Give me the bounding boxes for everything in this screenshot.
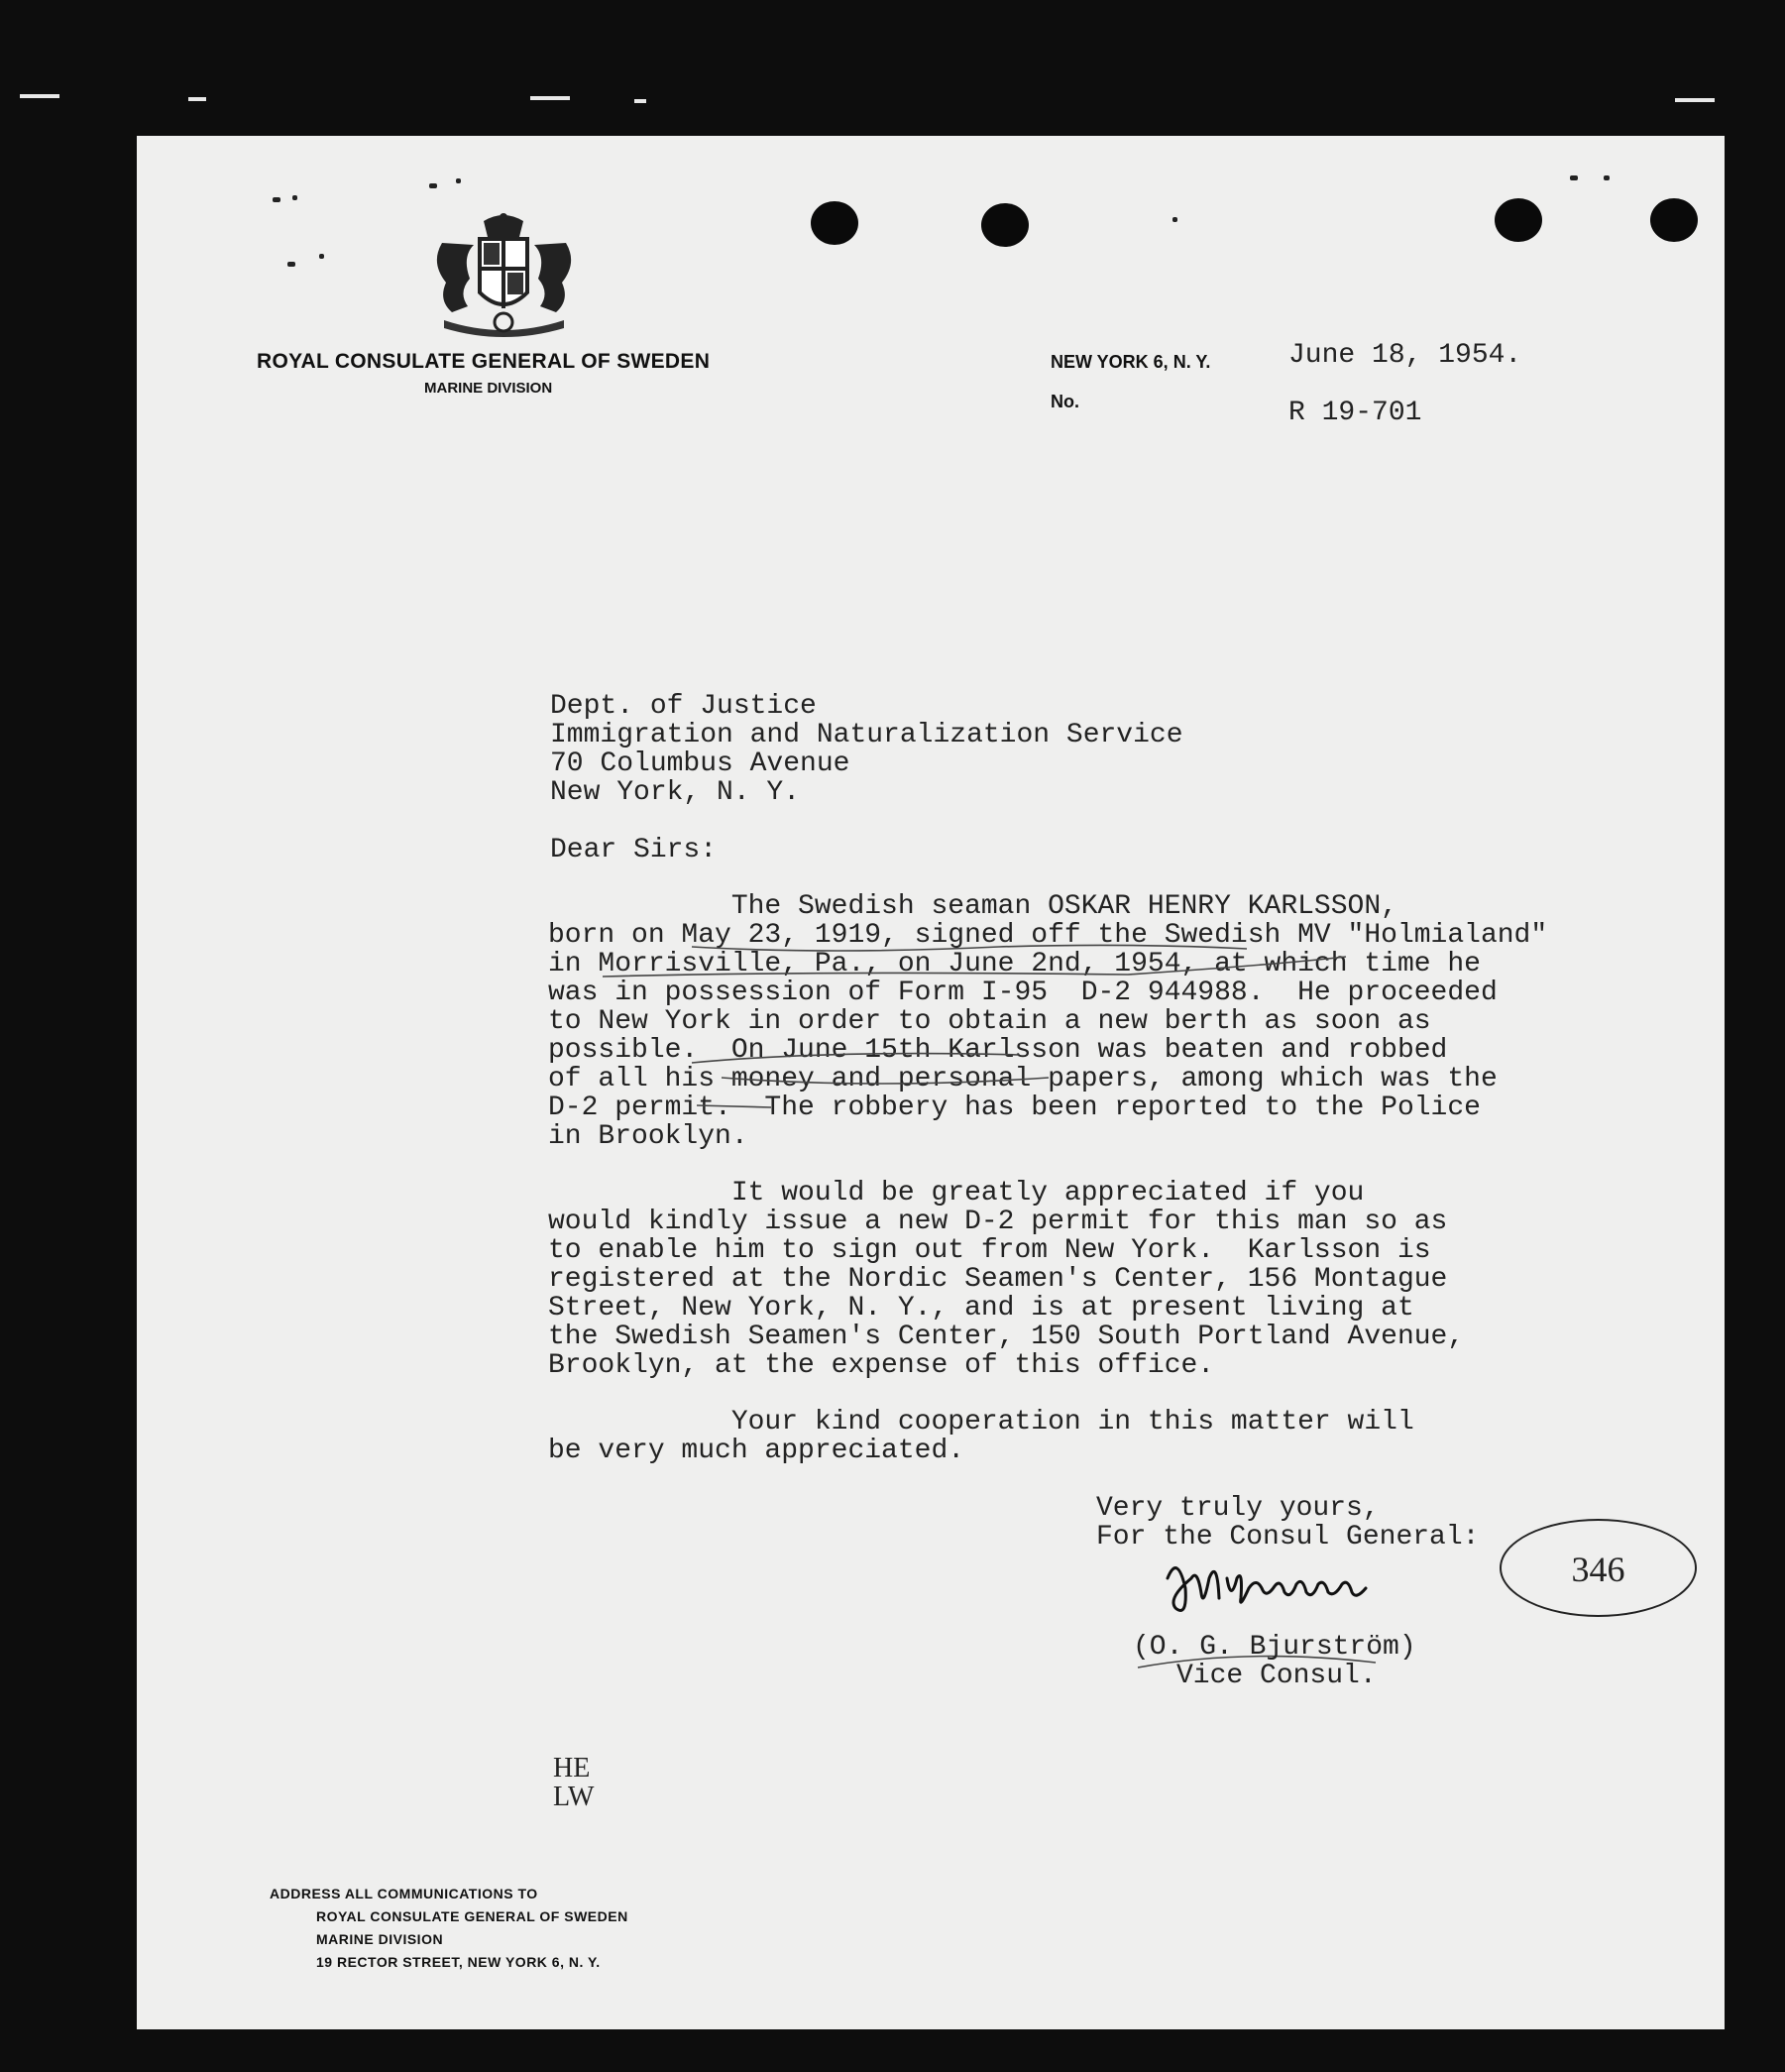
body-line: in Morrisville, Pa., on June 2nd, 1954, at which time he xyxy=(548,949,1481,979)
body-line: The Swedish seaman OSKAR HENRY KARLSSON, xyxy=(548,891,1397,922)
punch-hole xyxy=(811,201,858,245)
letterhead-no-label: No. xyxy=(1051,392,1079,411)
scan-artifact xyxy=(530,96,570,100)
addressee xyxy=(550,692,1183,807)
body-line: Brooklyn, at the expense of this office. xyxy=(548,1350,1215,1381)
body-line: be very much appreciated. xyxy=(548,1436,965,1466)
handwritten-signature xyxy=(1158,1549,1376,1628)
speck xyxy=(429,183,437,188)
letterhead-org: ROYAL CONSULATE GENERAL OF SWEDEN xyxy=(257,350,711,373)
body-line: to enable him to sign out from New York. Karlsson is xyxy=(548,1235,1431,1266)
scan-artifact xyxy=(634,99,646,103)
footer-line: 19 RECTOR STREET, NEW YORK 6, N. Y. xyxy=(316,1954,601,1970)
body-line: It would be greatly appreciated if you xyxy=(548,1178,1365,1209)
speck xyxy=(456,178,461,183)
footer-line: MARINE DIVISION xyxy=(316,1931,444,1947)
initials-line: LW xyxy=(553,1782,595,1812)
body-line: Your kind cooperation in this matter will xyxy=(548,1407,1414,1438)
body-line: of all his money and personal papers, among which was the xyxy=(548,1064,1498,1094)
punch-hole xyxy=(981,203,1029,247)
body-line: registered at the Nordic Seamen's Center, 156 Montague xyxy=(548,1264,1448,1295)
letterhead-division: MARINE DIVISION xyxy=(424,380,553,397)
letter-page xyxy=(137,136,1725,2029)
body-line: possible. On June 15th Karlsson was beaten and robbed xyxy=(548,1035,1448,1066)
scan-artifact xyxy=(1675,98,1715,102)
punch-hole xyxy=(1650,198,1698,242)
addressee-line: Dept. of Justice xyxy=(550,691,817,722)
reference-number: R 19-701 xyxy=(1288,398,1422,428)
addressee-line: New York, N. Y. xyxy=(550,777,801,808)
body-line: the Swedish Seamen's Center, 150 South Portland Avenue, xyxy=(548,1322,1465,1352)
speck xyxy=(1604,175,1610,180)
initials-line: HE xyxy=(553,1753,591,1784)
swedish-coat-of-arms-icon xyxy=(422,213,586,340)
signatory-title: Vice Consul. xyxy=(1176,1661,1377,1691)
addressee-line: 70 Columbus Avenue xyxy=(550,748,850,779)
body-line: would kindly issue a new D-2 permit for this man so as xyxy=(548,1207,1448,1237)
closing-line: Very truly yours, xyxy=(1096,1493,1380,1524)
body-paragraph-2 xyxy=(548,1179,1464,1380)
punch-hole xyxy=(1495,198,1542,242)
file-number: 346 xyxy=(1571,1550,1625,1589)
salutation: Dear Sirs: xyxy=(550,835,718,865)
body-line: D-2 permit. The robbery has been reported to the Police xyxy=(548,1093,1481,1123)
footer-line: ADDRESS ALL COMMUNICATIONS TO xyxy=(270,1886,538,1901)
body-line: to New York in order to obtain a new berth as soon as xyxy=(548,1006,1431,1037)
circled-file-number xyxy=(1500,1519,1697,1617)
body-line: Street, New York, N. Y., and is at present living at xyxy=(548,1293,1414,1324)
addressee-line: Immigration and Naturalization Service xyxy=(550,720,1183,750)
scan-artifact xyxy=(20,94,59,98)
speck xyxy=(1570,175,1578,180)
body-paragraph-1 xyxy=(548,892,1547,1151)
letterhead-city: NEW YORK 6, N. Y. xyxy=(1051,352,1211,372)
signatory-name: (O. G. Bjurström) xyxy=(1133,1632,1416,1663)
body-line: born on May 23, 1919, signed off the Swedish MV "Holmialand" xyxy=(548,920,1548,951)
letter-date: June 18, 1954. xyxy=(1288,340,1522,371)
speck xyxy=(292,195,297,200)
speck xyxy=(1172,217,1177,222)
speck xyxy=(273,197,280,202)
body-line: was in possession of Form I-95 D-2 944988. He proceeded xyxy=(548,978,1498,1008)
closing xyxy=(1096,1494,1479,1552)
scan-artifact xyxy=(188,97,206,101)
speck xyxy=(319,254,324,259)
typist-initials xyxy=(553,1754,594,1811)
footer-address xyxy=(270,1883,628,1974)
signatory xyxy=(1133,1633,1416,1690)
body-paragraph-3 xyxy=(548,1408,1414,1465)
footer-line: ROYAL CONSULATE GENERAL OF SWEDEN xyxy=(316,1908,628,1924)
closing-line: For the Consul General: xyxy=(1096,1522,1480,1553)
body-line: in Brooklyn. xyxy=(548,1121,748,1152)
speck xyxy=(287,262,295,267)
